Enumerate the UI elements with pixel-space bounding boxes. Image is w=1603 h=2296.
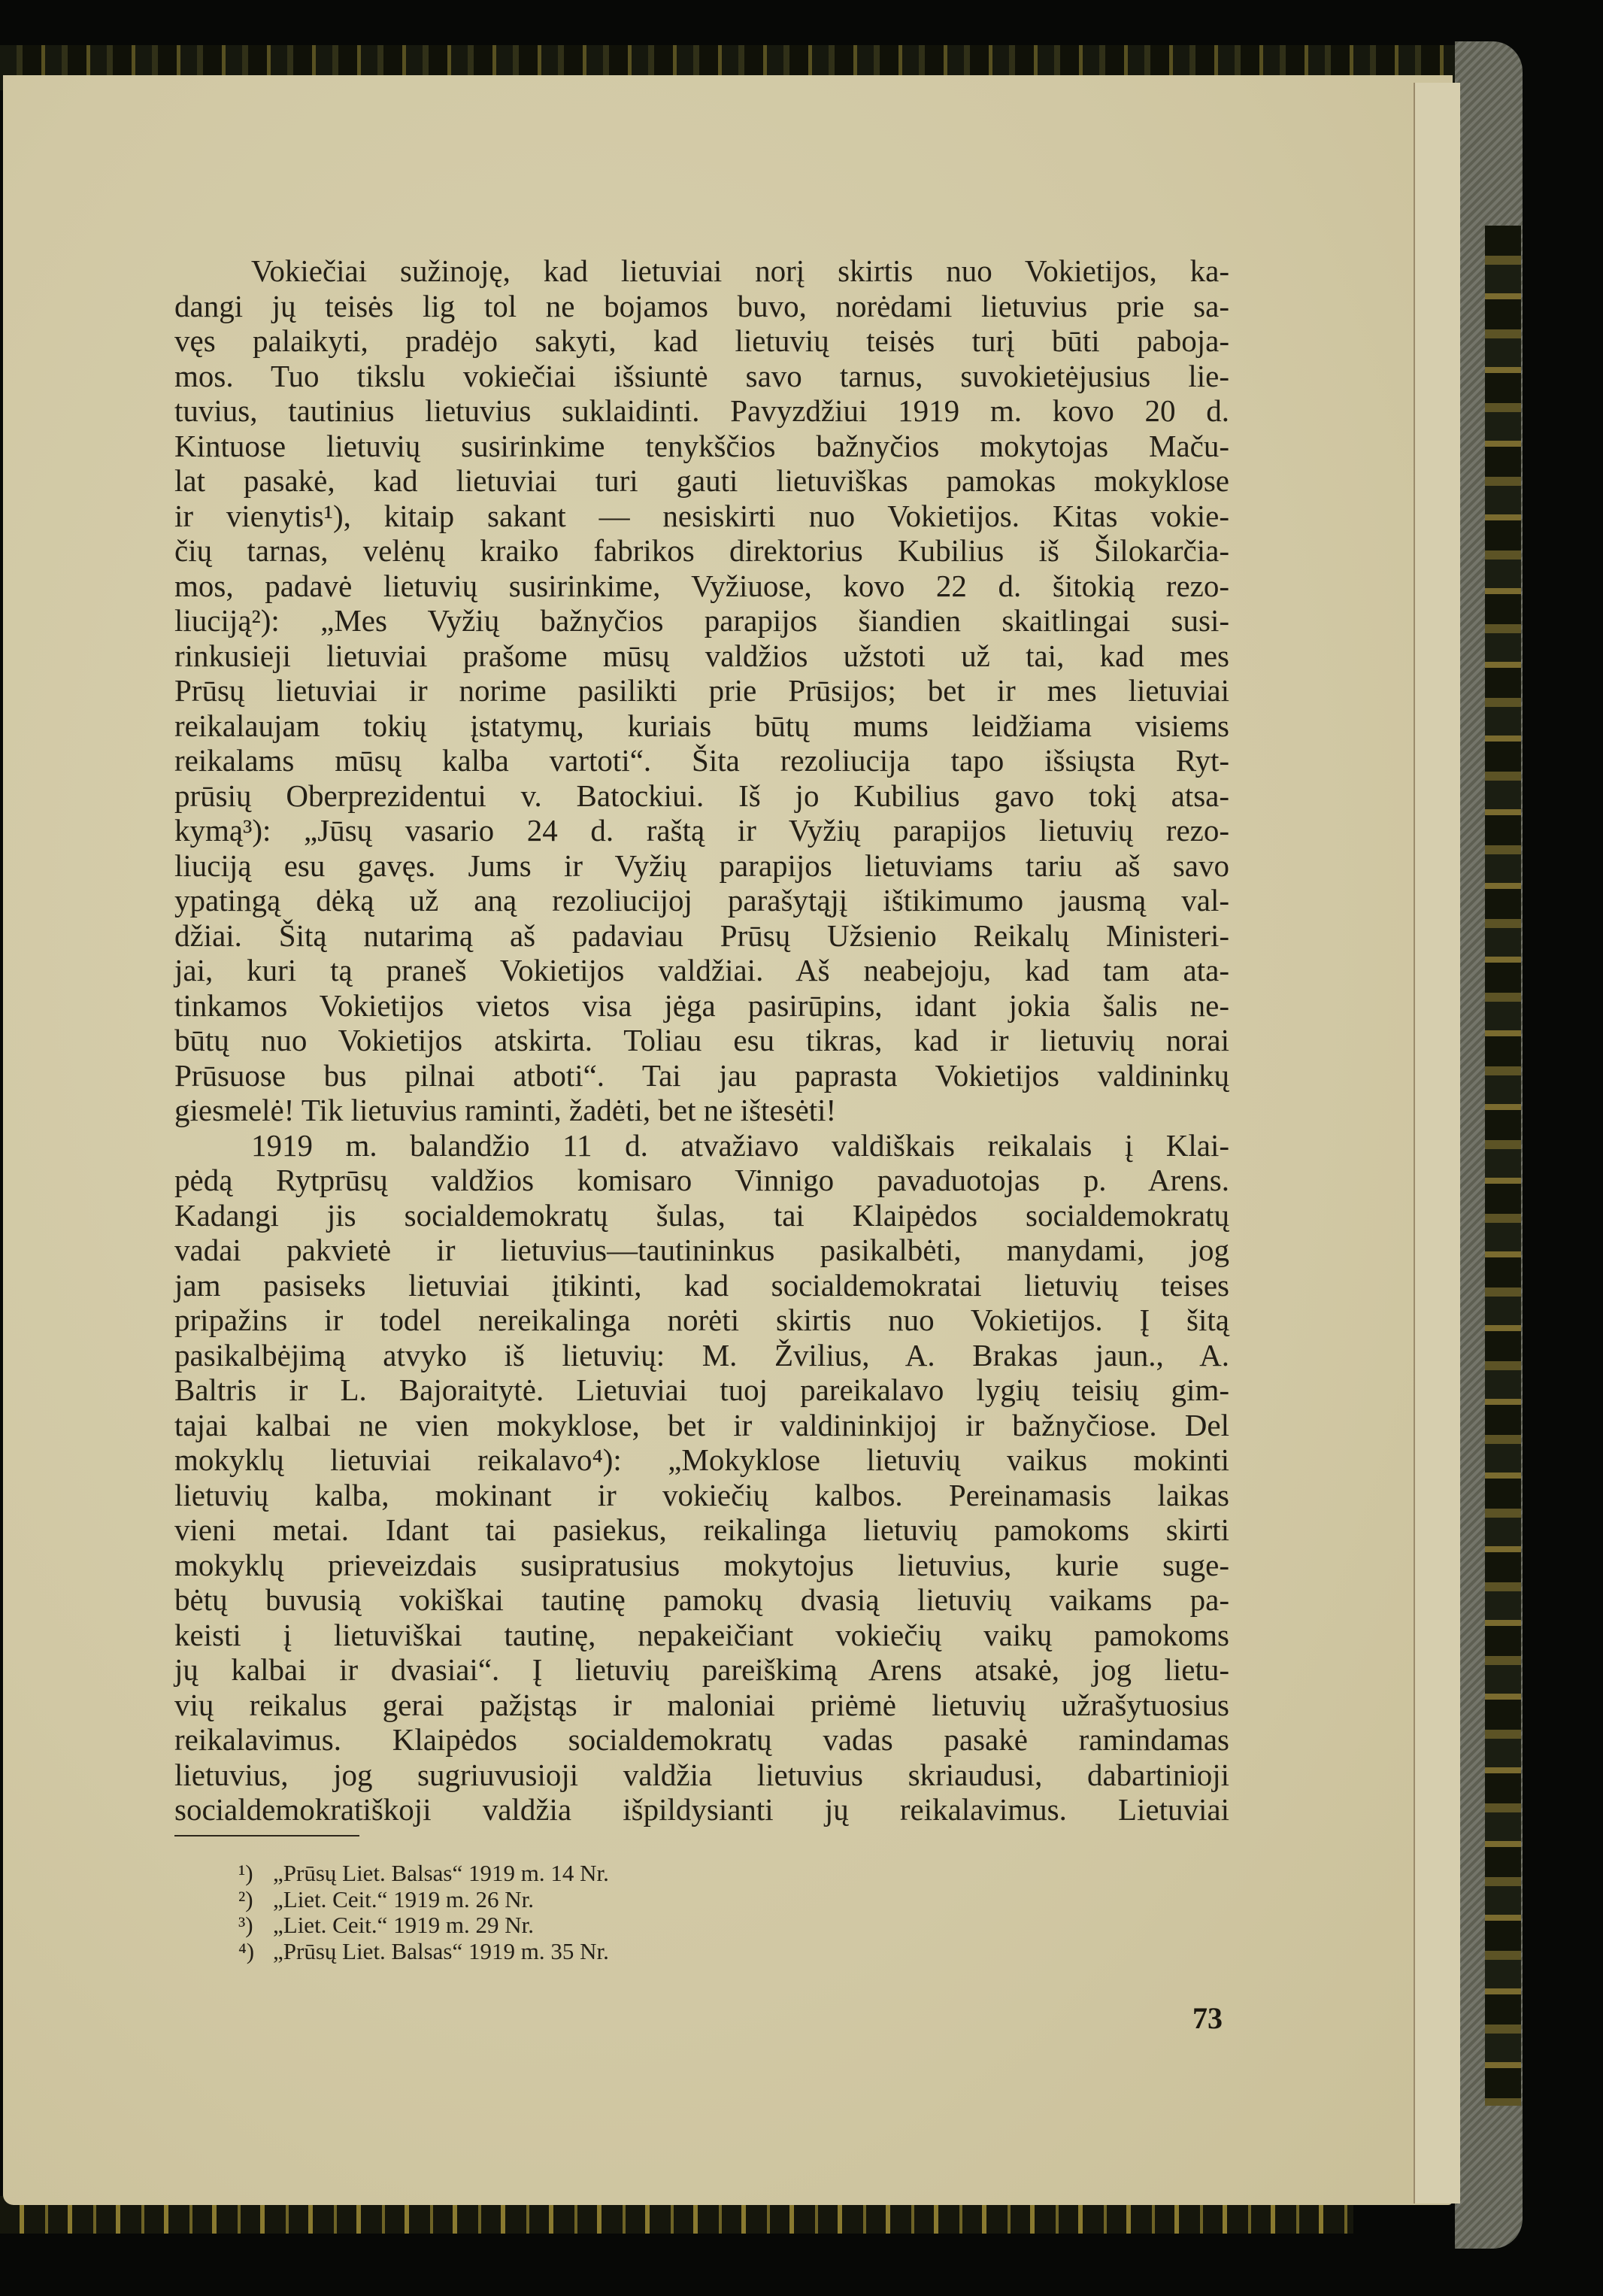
- text-line: prūsių Oberprezidentui v. Batockiui. Iš jo Kubilius gavo tokį atsa-: [174, 778, 1229, 813]
- text-line: tinkamos Vokietijos vietos visa jėga pasirūpins, idant jokia šalis ne-: [174, 987, 1229, 1023]
- footnote-mark: ¹): [238, 1860, 253, 1886]
- text-line: jam pasiseks lietuviai įtikinti, kad socialdemokratai lietuvių teises: [174, 1267, 1229, 1303]
- text-line: mos. Tuo tikslu vokiečiai išsiuntė savo tarnus, suvokietėjusius lie-: [174, 358, 1229, 393]
- footnote: [238, 1939, 609, 1965]
- text-line: pėdą Rytprūsų valdžios komisaro Vinnigo pavaduotojas p. Arens.: [174, 1163, 1229, 1197]
- text-line: Kintuose lietuvių susirinkime tenykščios bažnyčios mokytojas Maču-: [174, 428, 1229, 463]
- text-line: tajai kalbai ne vien mokyklose, bet ir valdininkijoj ir bažnyčiose. Del: [174, 1407, 1229, 1442]
- text-line: kymą³): „Jūsų vasario 24 d. raštą ir Vyžių parapijos lietuvių rezo-: [174, 813, 1229, 848]
- text-line: pripažins ir todel nereikalinga norėti skirtis nuo Vokietijos. Į šitą: [174, 1303, 1229, 1337]
- footnote-text: „Liet. Ceit.“ 1919 m. 26 Nr.: [273, 1885, 534, 1912]
- text-line: reikalams mūsų kalba vartoti“. Šita rezoliucija tapo išsiųsta Ryt-: [174, 743, 1229, 778]
- footnote: [238, 1887, 609, 1913]
- footnotes: [238, 1861, 609, 1964]
- footnote-mark: ²): [238, 1885, 253, 1912]
- page-number: 73: [1192, 2001, 1223, 2035]
- text-line: tuvius, tautinius lietuvius suklaidinti. Pavyzdžiui 1919 m. kovo 20 d.: [174, 393, 1229, 428]
- text-line: bėtų buvusią vokiškai tautinę pamokų dvasią lietuvių vaikams pa-: [174, 1582, 1229, 1617]
- text-line: ir vienytis¹), kitaip sakant — nesiskirti nuo Vokietijos. Kitas vokie-: [174, 498, 1229, 533]
- body-text: [174, 253, 1229, 1827]
- text-line: vadai pakvietė ir lietuvius—tautininkus pasikalbėti, manydami, jog: [174, 1233, 1229, 1267]
- text-line: reikalaujam tokių įstatymų, kuriais būtų mums leidžiama visiems: [174, 708, 1229, 743]
- book-cover-edge: [1485, 226, 1521, 2106]
- text-line: čių tarnas, velėnų kraiko fabrikos direktorius Kubilius iš Šilokarčia-: [174, 533, 1229, 568]
- footnote-text: „Prūsų Liet. Balsas“ 1919 m. 14 Nr.: [273, 1860, 609, 1886]
- text-line: mokyklų lietuviai reikalavo⁴): „Mokyklose lietuvių vaikus mokinti: [174, 1442, 1229, 1477]
- text-line: rinkusieji lietuviai prašome mūsų valdžios užstoti už tai, kad mes: [174, 638, 1229, 673]
- footnote: [238, 1912, 609, 1939]
- text-line: liuciją esu gavęs. Jums ir Vyžių parapijos lietuviams tariu aš savo: [174, 848, 1229, 883]
- text-line: mokyklų prieveizdais susipratusius mokytojus lietuvius, kurie suge-: [174, 1547, 1229, 1582]
- text-line: pasikalbėjimą atvyko iš lietuvių: M. Žvilius, A. Brakas jaun., A.: [174, 1337, 1229, 1372]
- text-line: giesmelė! Tik lietuvius raminti, žadėti, bet ne ištesėti!: [174, 1093, 837, 1127]
- text-line: Baltris ir L. Bajoraitytė. Lietuviai tuoj pareikalavo lygių teisių gim-: [174, 1372, 1229, 1407]
- text-line: lietuvių kalba, mokinant ir vokiečių kalbos. Pereinamasis laikas: [174, 1477, 1229, 1512]
- text-line: reikalavimus. Klaipėdos socialdemokratų vadas pasakė ramindamas: [174, 1722, 1229, 1757]
- text-line: jų kalbai ir dvasiai“. Į lietuvių pareiškimą Arens atsakė, jog lietu-: [174, 1652, 1229, 1687]
- footnote-separator: [174, 1835, 359, 1836]
- footnote: [238, 1861, 609, 1887]
- text-line: 1919 m. balandžio 11 d. atvažiavo valdiškais reikalais į Klai-: [251, 1127, 1229, 1163]
- text-line: mos, padavė lietuvių susirinkime, Vyžiuose, kovo 22 d. šitokią rezo-: [174, 568, 1229, 603]
- page-stack-edge: [1414, 83, 1460, 2203]
- text-line: džiai. Šitą nutarimą aš padaviau Prūsų Užsienio Reikalų Ministeri-: [174, 917, 1229, 953]
- text-line: keisti į lietuviškai tautinę, nepakeičiant vokiečių vaikų pamokoms: [174, 1617, 1229, 1652]
- footnote-mark: ³): [238, 1912, 253, 1938]
- footnote-text: „Liet. Ceit.“ 1919 m. 29 Nr.: [273, 1912, 534, 1938]
- text-line: lietuvius, jog sugriuvusioji valdžia lietuvius skriaudusi, dabartinioji: [174, 1757, 1229, 1792]
- footnote-mark: ⁴): [238, 1937, 255, 1964]
- text-line: būtų nuo Vokietijos atskirta. Toliau esu tikras, kad ir lietuvių norai: [174, 1023, 1229, 1057]
- text-line: Prūsuose bus pilnai atboti“. Tai jau paprasta Vokietijos valdininkų: [174, 1057, 1229, 1093]
- text-line: ypatingą dėką už aną rezoliucijoj parašytąjį ištikimumo jausmą val-: [174, 883, 1229, 917]
- text-line: Vokiečiai sužinoję, kad lietuviai norį skirtis nuo Vokietijos, ka-: [251, 253, 1229, 288]
- text-line: socialdemokratiškoji valdžia išpildysianti jų reikalavimus. Lietuviai: [174, 1792, 1229, 1827]
- text-line: dangi jų teisės lig tol ne bojamos buvo, norėdami lietuvius prie sa-: [174, 288, 1229, 323]
- text-line: vęs palaikyti, pradėjo sakyti, kad lietuvių teisės turį būti paboja-: [174, 323, 1229, 358]
- text-line: jai, kuri tą praneš Vokietijos valdžiai. Aš neabejoju, kad tam ata-: [174, 953, 1229, 987]
- text-line: Prūsų lietuviai ir norime pasilikti prie Prūsijos; bet ir mes lietuviai: [174, 673, 1229, 708]
- text-line: lat pasakė, kad lietuviai turi gauti lietuviškas pamokas mokyklose: [174, 463, 1229, 498]
- footnote-text: „Prūsų Liet. Balsas“ 1919 m. 35 Nr.: [273, 1937, 609, 1964]
- text-line: liuciją²): „Mes Vyžių bažnyčios parapijos šiandien skaitlingai susi-: [174, 603, 1229, 638]
- text-line: vių reikalus gerai pažįstąs ir maloniai priėmė lietuvių užrašytuosius: [174, 1687, 1229, 1722]
- text-line: Kadangi jis socialdemokratų šulas, tai Klaipėdos socialdemokratų: [174, 1197, 1229, 1233]
- text-line: vieni metai. Idant tai pasiekus, reikalinga lietuvių pamokoms skirti: [174, 1512, 1229, 1547]
